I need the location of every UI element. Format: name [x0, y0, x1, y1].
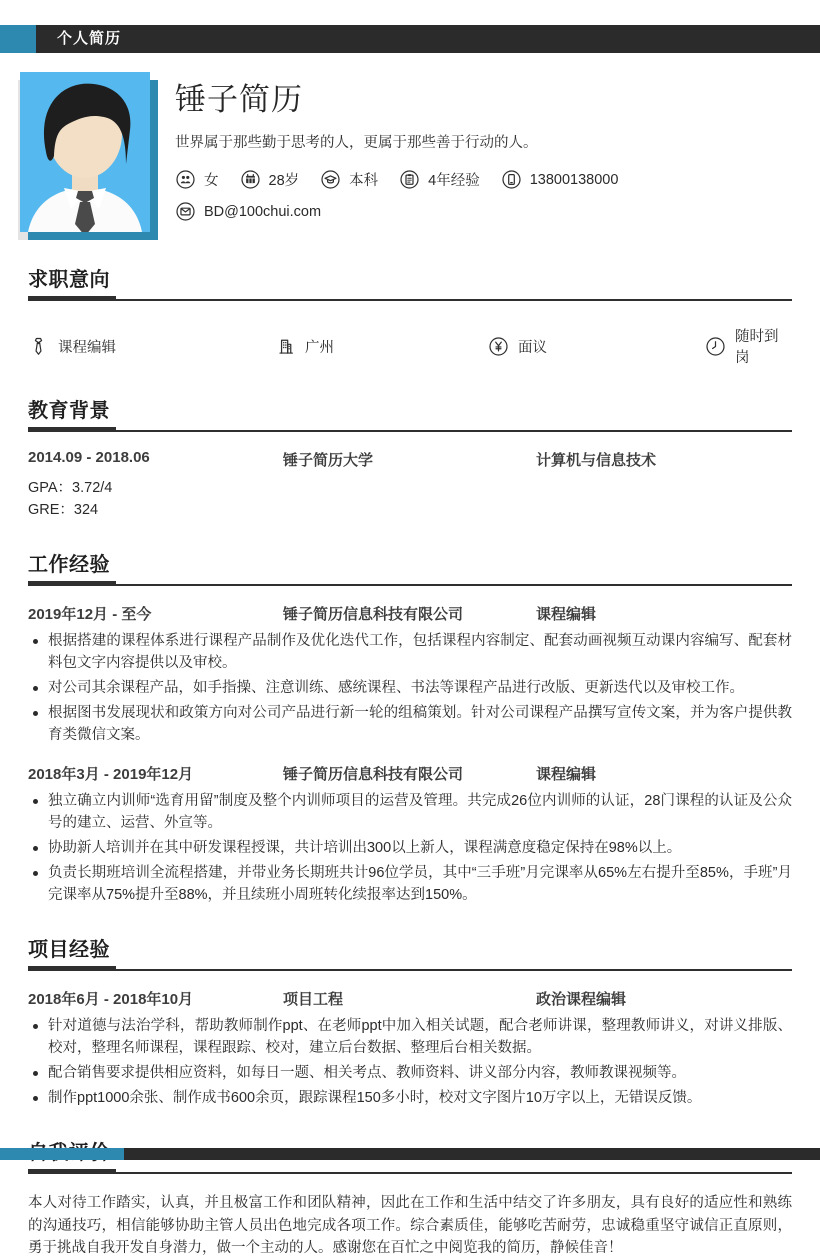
education-period: 2014.09 - 2018.06 [28, 449, 150, 466]
work-bullet: 独立确立内训师“选育用留”制度及整个内训师项目的运营及管理。共完成26位内训师的认证，28门课程的认证及公众号的建立、运营、外宣等。 [28, 790, 792, 834]
work-entry [28, 603, 792, 746]
work-bullet-list [28, 790, 792, 906]
email-field [175, 201, 321, 222]
work-company: 锤子简历信息科技有限公司 [283, 766, 464, 783]
work-entry-head [28, 603, 792, 624]
experience-value: 4年经验 [428, 173, 480, 189]
section-title-project: 项目经验 [28, 933, 792, 971]
building-icon [275, 336, 296, 357]
project-bullet: 制作ppt1000余张、制作成书600余页，跟踪课程150多小时，校对文字图片10万字以上，无错误反馈。 [28, 1087, 792, 1109]
education-gpa: GPA：3.72/4 [28, 480, 113, 496]
project-bullet: 配合销售要求提供相应资料，如每日一题、相关考点、教师资料、讲义部分内容，教师教课视频等。 [28, 1062, 792, 1084]
project-bullet: 针对道德与法治学科，帮助教师制作ppt、在老师ppt中加入相关试题，配合老师讲课，整理教师讲义，对讲义排版、校对，整理名师课程，课程跟踪、校对，建立后台数据、整理后台相关数据。 [28, 1015, 792, 1059]
project-entry-head [28, 988, 792, 1009]
phone-value: 13800138000 [529, 171, 619, 188]
work-role: 课程编辑 [536, 766, 597, 783]
project-entry [28, 988, 792, 1109]
project-name: 项目工程 [283, 991, 344, 1008]
work-entry [28, 763, 792, 906]
self-evaluation-text: 本人对待工作踏实，认真，并且极富工作和团队精神，因此在工作和生活中结交了许多朋友，具有良好的适应性和熟练的沟通技巧，相信能够协助主管人员出色地完成各项工作。综合素质佳，能够吃苦耐劳，忠诚稳重坚守诚信正直原则，勇于挑战自我开发自身潜力，做一个主动的人。感谢您在百忙之中阅览我的简历，静候佳音！ [28, 1195, 792, 1256]
clipboard-icon [399, 169, 420, 190]
project-role: 政治课程编辑 [536, 991, 627, 1008]
person-name: 锤子简历 [175, 82, 303, 117]
profile-photo [20, 72, 150, 232]
section-education [28, 394, 792, 521]
top-banner-accent [0, 25, 36, 53]
intent-availability [705, 325, 792, 367]
project-bullet-list [28, 1015, 792, 1109]
job-intent-row [28, 325, 792, 367]
avatar-illustration [20, 72, 150, 232]
work-period: 2018年3月 - 2019年12月 [28, 766, 194, 783]
intent-city [275, 325, 488, 367]
resume-body [28, 263, 792, 1260]
intent-salary [488, 325, 705, 367]
age-value: 28岁 [268, 173, 300, 189]
work-entry-head [28, 763, 792, 784]
section-work [28, 548, 792, 906]
section-title-education: 教育背景 [28, 394, 792, 432]
yen-circle-icon [488, 336, 509, 357]
section-title-work: 工作经验 [28, 548, 792, 586]
work-bullet-list [28, 630, 792, 746]
section-job-intent [28, 263, 792, 367]
email-value: BD@100chui.com [204, 203, 322, 220]
work-period: 2019年12月 - 至今 [28, 606, 152, 623]
age-field [240, 169, 300, 190]
intent-salary-value: 面议 [518, 339, 547, 356]
degree-field [320, 169, 378, 190]
graduation-cap-icon [320, 169, 341, 190]
education-entry [28, 449, 792, 521]
section-project [28, 933, 792, 1109]
work-bullet: 根据搭建的课程体系进行课程产品制作及优化迭代工作，包括课程内容制定、配套动画视频互动课内容编写、配套材料包文字内容提供以及审校。 [28, 630, 792, 674]
envelope-icon [175, 201, 196, 222]
mobile-phone-icon [501, 169, 522, 190]
profile-email-row [175, 201, 639, 222]
project-period: 2018年6月 - 2018年10月 [28, 991, 194, 1008]
calendar-icon [240, 169, 261, 190]
education-gre: GRE：324 [28, 502, 99, 518]
work-company: 锤子简历信息科技有限公司 [283, 606, 464, 623]
bottom-banner-accent [0, 1148, 124, 1160]
work-role: 课程编辑 [536, 606, 597, 623]
clock-icon [705, 336, 726, 357]
section-title-job-intent: 求职意向 [28, 263, 792, 301]
work-bullet: 对公司其余课程产品，如手指操、注意训练、感统课程、书法等课程产品进行改版、更新迭代以及审校工作。 [28, 677, 792, 699]
education-entry-head [28, 449, 792, 470]
intent-availability-value: 随时到岗 [735, 329, 779, 366]
profile-summary [175, 72, 639, 232]
intent-position-value: 课程编辑 [58, 339, 116, 356]
education-school: 锤子简历大学 [283, 452, 374, 469]
work-bullet: 负责长期班培训全流程搭建，并带业务长期班共计96位学员，其中“三手班”月完课率从65%左右提升至85%，手班”月完课率从75%提升至88%，并且续班小周班转化续报率达到150%。 [28, 862, 792, 906]
page-title: 个人简历 [57, 30, 122, 47]
education-major: 计算机与信息技术 [536, 452, 657, 469]
intent-city-value: 广州 [305, 339, 334, 356]
top-banner [0, 25, 820, 53]
profile-info-row [175, 169, 639, 190]
phone-field [501, 169, 619, 190]
intent-position [28, 325, 275, 367]
necktie-icon [28, 336, 49, 357]
gender-field [175, 169, 219, 190]
bottom-banner [0, 1148, 820, 1160]
degree-value: 本科 [349, 173, 379, 189]
work-bullet: 协助新人培训并在其中研发课程授课，共计培训出300以上新人，课程满意度稳定保持在98%以上。 [28, 837, 792, 859]
profile-tagline: 世界属于那些勤于思考的人，更属于那些善于行动的人。 [175, 135, 538, 151]
people-icon [175, 169, 196, 190]
work-bullet: 根据图书发展现状和政策方向对公司产品进行新一轮的组稿策划。针对公司课程产品撰写宣传文案，并为客户提供教育类微信文案。 [28, 702, 792, 746]
profile-header [20, 72, 792, 232]
gender-value: 女 [204, 173, 219, 189]
experience-field [399, 169, 480, 190]
